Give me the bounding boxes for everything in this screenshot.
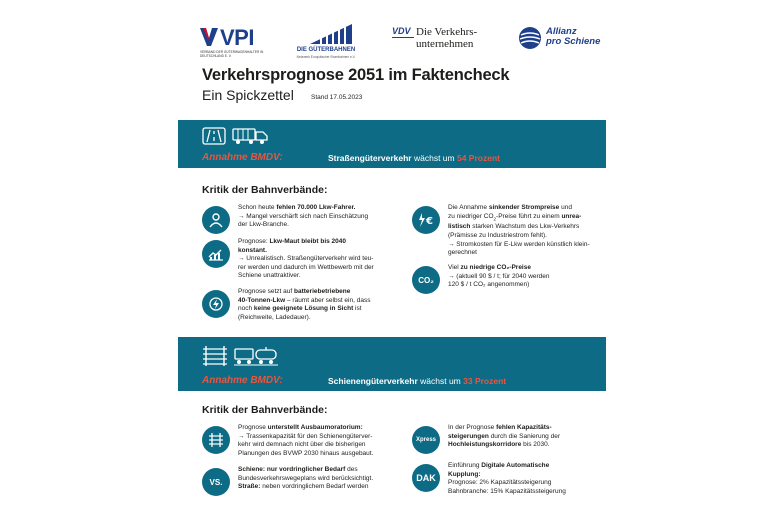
euro-power-icon [412, 206, 440, 234]
critique-text: Schiene: nur vordringlicher Bedarf des Bundesverkehrswegeplans wird berücksichtigt. Straße: neben vordringlichem Bedarf werden [238, 466, 374, 491]
battery-icon [202, 290, 230, 318]
fact-sheet-page [178, 0, 606, 520]
allianz-logo-word: Allianz pro Schiene [546, 26, 601, 47]
page-title: Verkehrsprognose 2051 im Faktencheck [202, 66, 510, 84]
allianz-globe-icon [518, 26, 542, 50]
assumption-band-rail [178, 337, 606, 391]
allianz-pro-schiene-logo [518, 22, 608, 62]
gueterbahnen-logo [296, 22, 356, 62]
critique-text: In der Prognose fehlen Kapazitäts- steigerungen durch die Sanierung der Hochleistungskorridore bis 2030. [448, 424, 560, 449]
dak-icon: DAK [412, 464, 440, 492]
gueterbahnen-bars-icon [302, 24, 352, 44]
page-subtitle: Ein Spickzettel [202, 87, 294, 103]
vdv-logo-tag: VDV [392, 26, 411, 36]
vdv-logo-word: Die Verkehrs- unternehmen [416, 26, 478, 50]
toll-chart-icon [202, 240, 230, 268]
assumption-statement: Straßengüterverkehr wächst um 54 Prozent [328, 153, 500, 163]
critique-text: Die Annahme sinkender Strompreise und zu niedriger $CO_2$-Preise führt zu einem unrea- listisch starken Wachstum des Lkw-Verkehrs (Prämisse zu Industriestrom fehlt). → Stromkosten für E-Lkw werden künstlich klein- gerechnet [448, 204, 590, 257]
critique-text: Viel zu niedrige CO₂-Preise → (aktuell 90 $ / t; für 2040 werden 120 $ / t CO₂ angenommen) [448, 264, 550, 289]
gueterbahnen-logo-sub: Netzwerk Europäischer Eisenbahnen e.V. [296, 55, 356, 59]
section-title-rail: Kritik der Bahnverbände: [202, 404, 328, 416]
vdv-logo [392, 22, 492, 62]
rail-track-icon [202, 345, 228, 367]
critique-text: Schon heute fehlen 70.000 Lkw-Fahrer. → Mangel verschärft sich nach Einschätzung der Lkw-Branche. [238, 204, 369, 229]
driver-icon [202, 206, 230, 234]
svg-text:€: € [426, 216, 433, 227]
assumption-band-road [178, 120, 606, 168]
critique-text: Prognose setzt auf batteriebetriebene 40-Tonnen-Lkw – räumt aber selbst ein, dass noch keine geeignete Lösung in Sicht ist (Reichweite, Ladedauer). [238, 288, 371, 321]
track-icon [202, 426, 230, 454]
date-stamp: Stand 17.05.2023 [311, 94, 363, 101]
vpi-logo-word: VPI [220, 25, 254, 50]
road-icon [202, 127, 226, 145]
vpi-logo-sub: VERBAND DER GÜTERWAGENHALTER IN DEUTSCHLAND E. V. [200, 50, 264, 58]
critique-text: Prognose unterstellt Ausbaumoratorium: → Trassenkapazität für den Schienengüterver- kehr wird demnach nicht über die bisherigen Planungen des BVWP 2030 hinaus ausgebaut. [238, 424, 374, 457]
assumption-label: Annahme BMDV: [202, 152, 283, 163]
assumption-statement: Schienengüterverkehr wächst um 33 Prozent [328, 376, 507, 386]
vpi-mark-icon [200, 28, 218, 46]
section-title-road: Kritik der Bahnverbände: [202, 184, 328, 196]
xpress-icon: Xpress [412, 426, 440, 454]
vpi-logo [200, 22, 270, 62]
partner-logos [178, 22, 606, 62]
assumption-label: Annahme BMDV: [202, 375, 283, 386]
critique-text: Prognose: Lkw-Maut bleibt bis 2040 konstant. → Unrealistisch. Straßengüterverkehr wird teu- rer werden und dadurch im Wettbewerb mit der Schiene unattraktiver. [238, 238, 374, 280]
gueterbahnen-logo-word: DIE GÜTERBAHNEN [296, 47, 356, 53]
freight-wagon-icon [234, 345, 278, 367]
versus-icon: VS. [202, 468, 230, 496]
vdv-logo-rule [392, 37, 414, 38]
truck-icon [232, 127, 268, 145]
critique-text: Einführung Digitale Automatische Kupplung: Prognose: 2% Kapazitätssteigerung Bahnbranche: 15% Kapazitätssteigerung [448, 462, 566, 495]
co2-icon: CO₂ [412, 266, 440, 294]
